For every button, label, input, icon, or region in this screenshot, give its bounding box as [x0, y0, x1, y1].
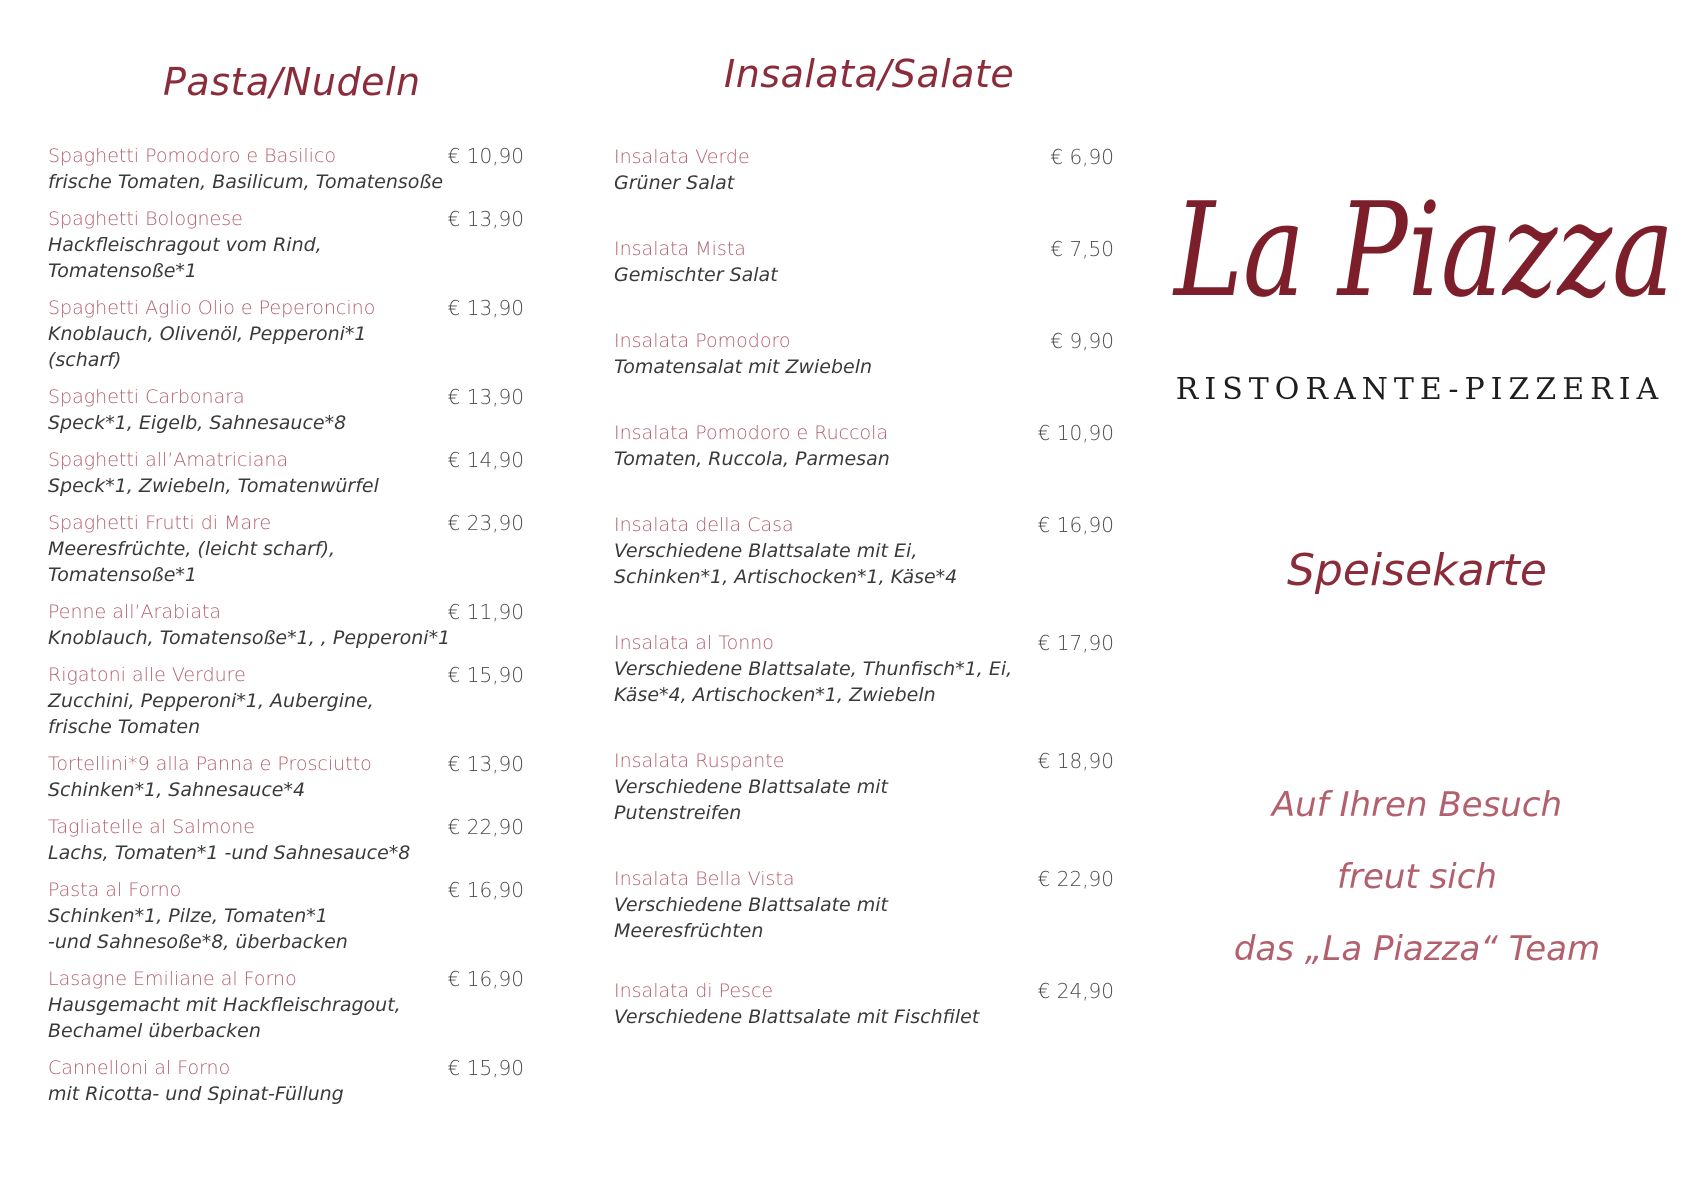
menu-item-description: Tomatensoße*1 — [48, 260, 197, 282]
menu-item-description: Verschiedene Blattsalate, Thunfisch*1, Ei, — [614, 658, 1013, 680]
menu-item-price: € 18,90 — [1037, 749, 1114, 773]
menu-title: Speisekarte — [1286, 545, 1547, 596]
menu-item — [614, 978, 1114, 1030]
menu-item-name: Lasagne Emiliane al Forno — [48, 968, 297, 990]
salad-title: Insalata/Salate — [724, 52, 1015, 96]
menu-item-name: Insalata Pomodoro e Ruccola — [614, 422, 889, 444]
menu-item-description: Verschiedene Blattsalate mit Ei, — [614, 540, 918, 562]
menu-item-name: Rigatoni alle Verdure — [48, 664, 246, 686]
menu-item-description: Tomatensalat mit Zwiebeln — [614, 356, 873, 378]
menu-item-description: Lachs, Tomaten*1 -und Sahnesauce*8 — [48, 842, 411, 864]
menu-item-description: Meeresfrüchten — [614, 920, 764, 942]
menu-item-description: Schinken*1, Artischocken*1, Käse*4 — [614, 566, 958, 588]
menu-item — [48, 510, 538, 588]
menu-item-description: Bechamel überbacken — [48, 1020, 261, 1042]
menu-item-description: Tomatensoße*1 — [48, 564, 197, 586]
menu-item-description: Speck*1, Eigelb, Sahnesauce*8 — [48, 412, 347, 434]
menu-item-description: frische Tomaten — [48, 716, 201, 738]
menu-item-name: Spaghetti Aglio Olio e Peperoncino — [48, 297, 376, 319]
menu-item-description: frische Tomaten, Basilicum, Tomatensoße — [48, 171, 444, 193]
menu-item-price: € 15,90 — [447, 663, 524, 687]
menu-item-description: Verschiedene Blattsalate mit Fischfilet — [614, 1006, 980, 1028]
menu-item-name: Spaghetti Frutti di Mare — [48, 512, 272, 534]
menu-item — [48, 1055, 538, 1107]
menu-item — [614, 144, 1114, 196]
menu-item — [48, 384, 538, 436]
menu-item-name: Pasta al Forno — [48, 879, 182, 901]
menu-item-price: € 9,90 — [1050, 329, 1114, 353]
menu-item-price: € 16,90 — [1037, 513, 1114, 537]
menu-item-price: € 10,90 — [1037, 421, 1114, 445]
menu-item — [48, 295, 538, 373]
menu-item-price: € 16,90 — [447, 967, 524, 991]
logo-wordmark: La Piazza — [1172, 174, 1674, 326]
menu-item — [48, 143, 538, 195]
menu-item-name: Insalata al Tonno — [614, 632, 774, 654]
menu-item-price: € 13,90 — [447, 385, 524, 409]
menu-item-price: € 23,90 — [447, 511, 524, 535]
menu-item — [614, 512, 1114, 590]
menu-item-name: Insalata della Casa — [614, 514, 794, 536]
menu-item-description: Knoblauch, Tomatensoße*1, , Pepperoni*1 — [48, 627, 451, 649]
menu-item-name: Tagliatelle al Salmone — [48, 816, 255, 838]
menu-item-description: Knoblauch, Olivenöl, Pepperoni*1 — [48, 323, 367, 345]
menu-item — [614, 866, 1114, 944]
pasta-title: Pasta/Nudeln — [163, 60, 421, 104]
menu-item-description: Hackfleischragout vom Rind, — [48, 234, 322, 256]
menu-item-description: Grüner Salat — [614, 172, 735, 194]
menu-item-price: € 24,90 — [1037, 979, 1114, 1003]
menu-item — [48, 599, 538, 651]
menu-item — [48, 966, 538, 1044]
menu-item — [614, 420, 1114, 472]
menu-item — [48, 814, 538, 866]
greeting-line-2: freut sich — [1337, 857, 1497, 897]
menu-item-description: Käse*4, Artischocken*1, Zwiebeln — [614, 684, 936, 706]
menu-item-name: Insalata Mista — [614, 238, 746, 260]
menu-item — [48, 662, 538, 740]
menu-item-price: € 7,50 — [1050, 237, 1114, 261]
menu-item — [48, 751, 538, 803]
menu-item-name: Spaghetti Carbonara — [48, 386, 245, 408]
menu-item-price: € 22,90 — [447, 815, 524, 839]
menu-item-description: -und Sahnesoße*8, überbacken — [48, 931, 348, 953]
menu-item-price: € 16,90 — [447, 878, 524, 902]
menu-item-name: Spaghetti Pomodoro e Basilico — [48, 145, 337, 167]
menu-item-description: Putenstreifen — [614, 802, 742, 824]
menu-item-name: Insalata di Pesce — [614, 980, 774, 1002]
greeting-line-3: das „La Piazza“ Team — [1233, 929, 1601, 969]
menu-item — [48, 877, 538, 955]
la-piazza-logo — [1164, 150, 1684, 350]
menu-item-price: € 14,90 — [447, 448, 524, 472]
menu-item-description: Gemischter Salat — [614, 264, 778, 286]
menu-item-name: Insalata Ruspante — [614, 750, 785, 772]
menu-item-description: Meeresfrüchte, (leicht scharf), — [48, 538, 336, 560]
menu-item-description: mit Ricotta- und Spinat-Füllung — [48, 1083, 344, 1105]
menu-item-price: € 15,90 — [447, 1056, 524, 1080]
menu-item-description: (scharf) — [48, 349, 122, 371]
menu-item-description: Hausgemacht mit Hackfleischragout, — [48, 994, 401, 1016]
menu-item-description: Zucchini, Pepperoni*1, Aubergine, — [48, 690, 374, 712]
menu-item-price: € 10,90 — [447, 144, 524, 168]
menu-item-name: Spaghetti Bolognese — [48, 208, 243, 230]
menu-item-name: Spaghetti all’Amatriciana — [48, 449, 289, 471]
menu-item-description: Schinken*1, Pilze, Tomaten*1 — [48, 905, 328, 927]
menu-item — [48, 447, 538, 499]
menu-item-price: € 6,90 — [1050, 145, 1114, 169]
menu-item-description: Schinken*1, Sahnesauce*4 — [48, 779, 306, 801]
menu-item — [614, 630, 1114, 708]
menu-item-price: € 17,90 — [1037, 631, 1114, 655]
menu-item-name: Penne all’Arabiata — [48, 601, 222, 623]
menu-item-description: Verschiedene Blattsalate mit — [614, 776, 888, 798]
menu-item-name: Cannelloni al Forno — [48, 1057, 231, 1079]
menu-item-name: Tortellini*9 alla Panna e Prosciutto — [48, 753, 372, 775]
menu-item-name: Insalata Bella Vista — [614, 868, 795, 890]
menu-item-price: € 13,90 — [447, 752, 524, 776]
greeting-line-1: Auf Ihren Besuch — [1271, 785, 1563, 825]
menu-item-name: Insalata Pomodoro — [614, 330, 791, 352]
menu-item-price: € 13,90 — [447, 207, 524, 231]
menu-item — [614, 236, 1114, 288]
menu-item-price: € 13,90 — [447, 296, 524, 320]
menu-item — [614, 328, 1114, 380]
menu-item — [48, 206, 538, 284]
menu-item-description: Verschiedene Blattsalate mit — [614, 894, 888, 916]
menu-item-price: € 11,90 — [447, 600, 524, 624]
logo-subtitle: RISTORANTE-PIZZERIA — [1175, 372, 1665, 407]
menu-item-description: Speck*1, Zwiebeln, Tomatenwürfel — [48, 475, 379, 497]
menu-item-name: Insalata Verde — [614, 146, 750, 168]
menu-item-price: € 22,90 — [1037, 867, 1114, 891]
menu-item — [614, 748, 1114, 826]
menu-item-description: Tomaten, Ruccola, Parmesan — [614, 448, 890, 470]
